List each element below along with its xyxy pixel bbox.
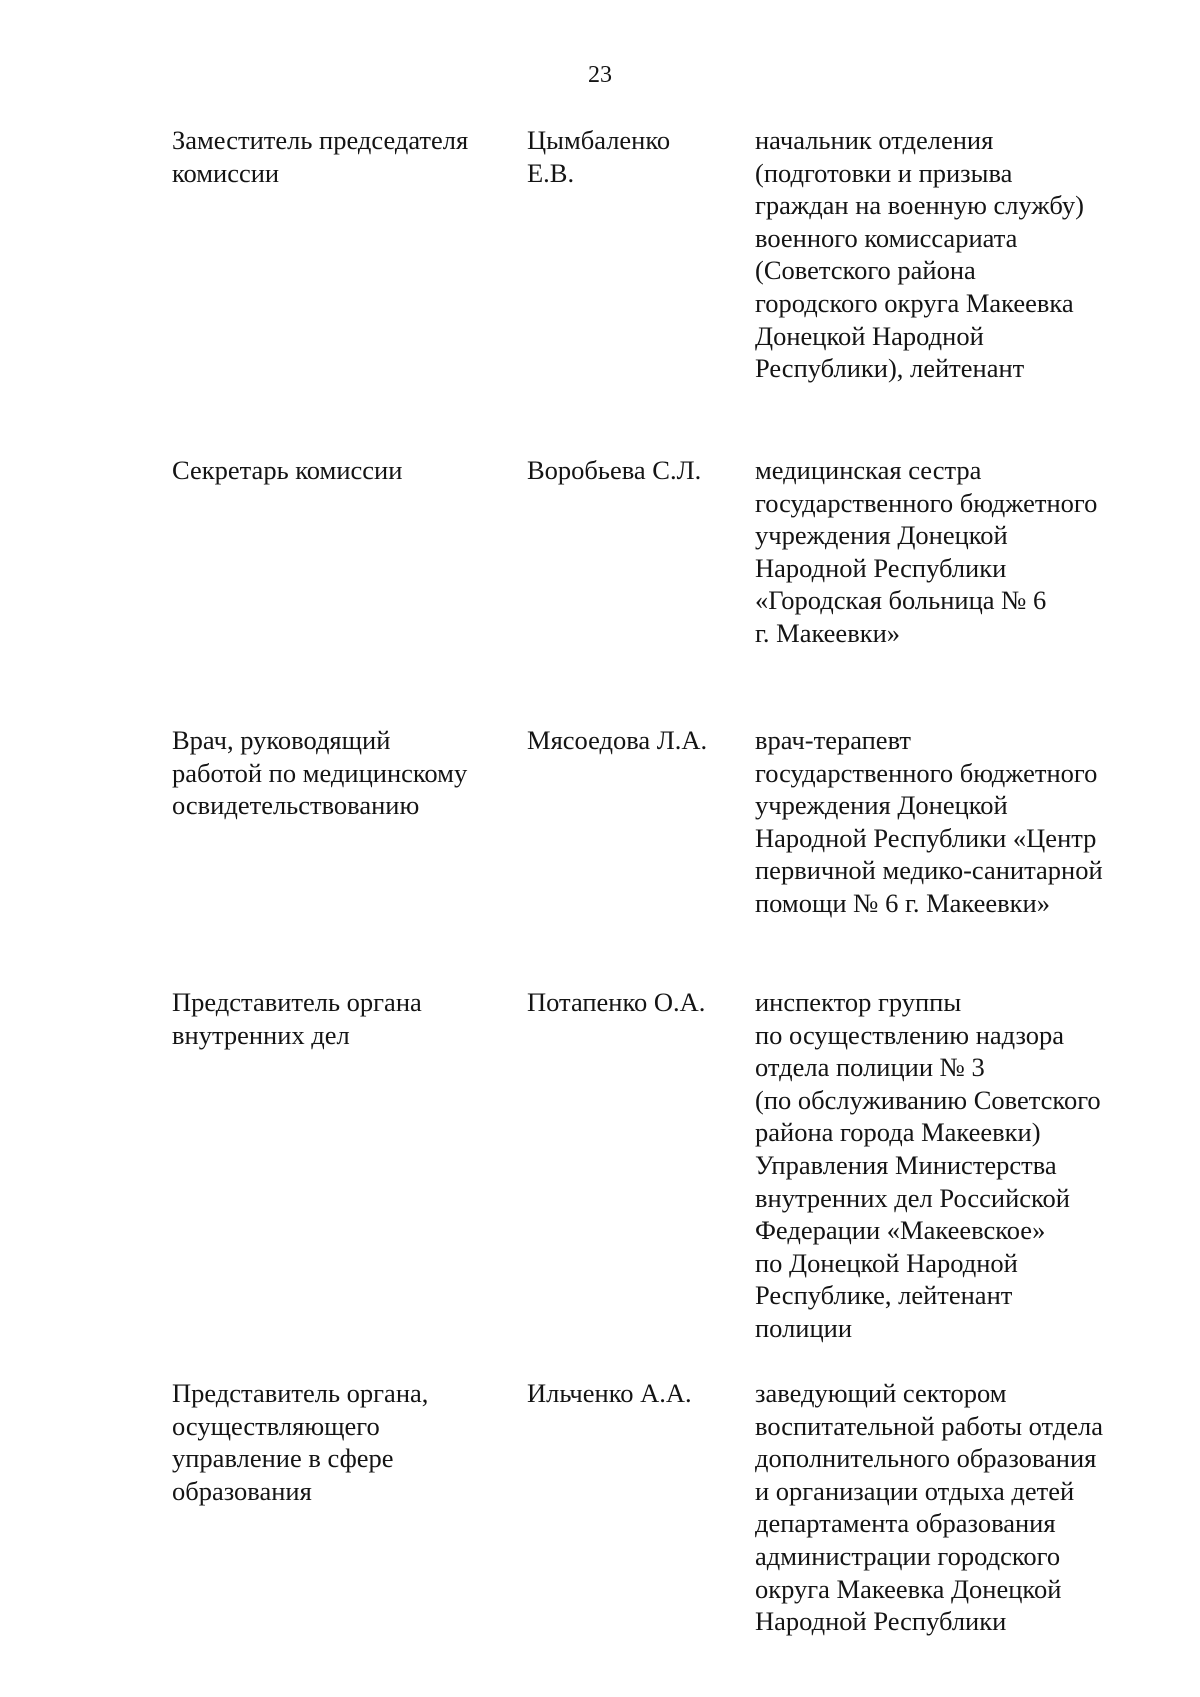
member-role: Представитель органа внутренних дел [172,987,422,1050]
member-position: врач-терапевт государственного бюджетного учреждения Донецкой Народной Республики «Центр первичной медико-санитарной помощи № 6 г. Макеевки» [755,725,1103,918]
member-role: Врач, руководящий работой по медицинскому освидетельствованию [172,725,468,821]
member-position: медицинская сестра государственного бюджетного учреждения Донецкой Народной Республики «Городская больница № 6 г. Макеевки» [755,455,1098,648]
member-position: начальник отделения (подготовки и призыва граждан на военную службу) военного комиссариата (Советского района городского округа Макеевка Донецкой Народной Республики), лейтенант [755,125,1084,384]
member-name: Воробьева С.Л. [527,455,702,485]
member-name: Мясоедова Л.А. [527,725,708,755]
member-name: Потапенко О.А. [527,987,706,1017]
member-name: Цымбаленко Е.В. [527,125,671,188]
member-role: Заместитель председателя комиссии [172,125,469,188]
member-position: заведующий сектором воспитательной работы отдела дополнительного образования и организации отдыха детей департамента образования администрации городского округа Макеевка Донецкой Народной Республики [755,1378,1104,1637]
member-name: Ильченко А.А. [527,1378,692,1408]
member-position: инспектор группы по осуществлению надзора отдела полиции № 3 (по обслуживанию Советского района города Макеевки) Управления Министерства внутренних дел Российской Федерации «Макеевское» по Донецкой Народной Республике, лейтенант полиции [755,987,1101,1343]
member-role: Представитель органа, осуществляющего управление в сфере образования [172,1378,429,1506]
page-number: 23 [588,62,612,88]
member-role: Секретарь комиссии [172,455,403,485]
